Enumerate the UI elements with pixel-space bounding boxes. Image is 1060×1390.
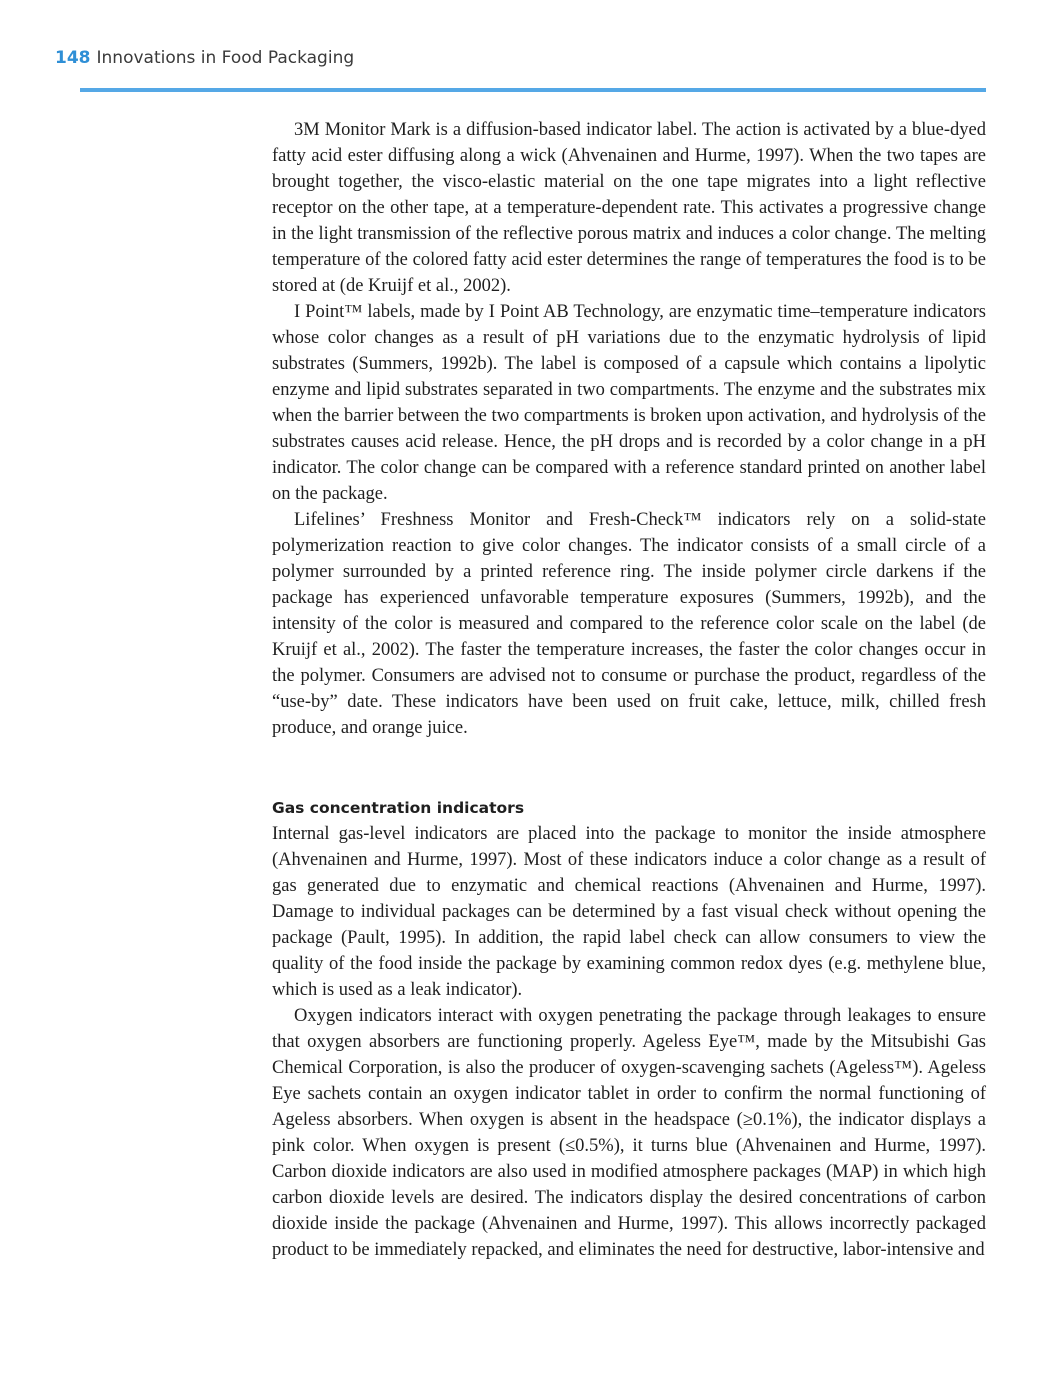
section-heading-gas-concentration: Gas concentration indicators bbox=[272, 799, 525, 817]
paragraph-internal-gas-indicators: Internal gas-level indicators are placed into the package to monitor the inside atmosphere (Ahvenainen and Hurme, 1997). Most of these indicators induce a color change as a result of gas generated due to enzymatic and chemical reactions (Ahvenainen and Hurme, 1997). Damage to individual packages can be determined by a fast visual check without opening the package (Pault, 1995). In addition, the rapid label check can allow consumers to view the quality of the food inside the package by examining common redox dyes (e.g. methylene blue, which is used as a leak indicator). bbox=[272, 824, 986, 1000]
paragraph-lifelines-fresh-check: Lifelines’ Freshness Monitor and Fresh-Check™ indicators rely on a solid-state polymerization reaction to give color changes. The indicator consists of a small circle of a polymer surrounded by a printed reference ring. The inside polymer circle darkens if the package has experienced unfavorable temperature exposures (Summers, 1992b), and the intensity of the color is measured and compared to the reference color scale on the label (de Kruijf et al., 2002). The faster the temperature increases, the faster the color changes occur in the polymer. Consumers are advised not to consume or purchase the product, regardless of the “use-by” date. These indicators have been used on fruit cake, lettuce, milk, chilled fresh produce, and orange juice. bbox=[272, 510, 986, 738]
book-title: Innovations in Food Packaging bbox=[96, 48, 355, 68]
running-head bbox=[55, 48, 354, 68]
body-text bbox=[272, 117, 986, 1263]
header-rule bbox=[80, 88, 986, 92]
paragraph-3m-monitor-mark: 3M Monitor Mark is a diffusion-based indicator label. The action is activated by a blue-dyed fatty acid ester diffusing along a wick (Ahvenainen and Hurme, 1997). When the two tapes are brought together, the visco-elastic material on the one tape migrates into a light reflective receptor on the other tape, at a temperature-dependent rate. This activates a progressive change in the light transmission of the reflective porous matrix and induces a color change. The melting temperature of the colored fatty acid ester determines the range of temperatures the food is to be stored at (de Kruijf et al., 2002). bbox=[272, 120, 986, 296]
page-number: 148 bbox=[55, 48, 91, 68]
paragraph-i-point-labels: I Point™ labels, made by I Point AB Technology, are enzymatic time–temperature indicators whose color changes as a result of pH variations due to the enzymatic hydrolysis of lipid substrates (Summers, 1992b). The label is composed of a capsule which contains a lipolytic enzyme and lipid substrates separated in two compartments. The enzyme and the substrates mix when the barrier between the two compartments is broken upon activation, and hydrolysis of the substrates causes acid release. Hence, the pH drops and is recorded by a color change in a pH indicator. The color change can be compared with a reference standard printed on another label on the package. bbox=[272, 302, 986, 504]
paragraph-oxygen-indicators: Oxygen indicators interact with oxygen penetrating the package through leakages to ensure that oxygen absorbers are functioning properly. Ageless Eye™, made by the Mitsubishi Gas Chemical Corporation, is also the producer of oxygen-scavenging sachets (Ageless™). Ageless Eye sachets contain an oxygen indicator tablet in order to confirm the normal functioning of Ageless absorbers. When oxygen is absent in the headspace (≥0.1%), the indicator displays a pink color. When oxygen is present (≤0.5%), it turns blue (Ahvenainen and Hurme, 1997). Carbon dioxide indicators are also used in modified atmosphere packages (MAP) in which high carbon dioxide levels are desired. The indicators display the desired concentrations of carbon dioxide inside the package (Ahvenainen and Hurme, 1997). This allows incorrectly packaged product to be immediately repacked, and eliminates the need for destructive, labor-intensive and bbox=[272, 1006, 986, 1260]
